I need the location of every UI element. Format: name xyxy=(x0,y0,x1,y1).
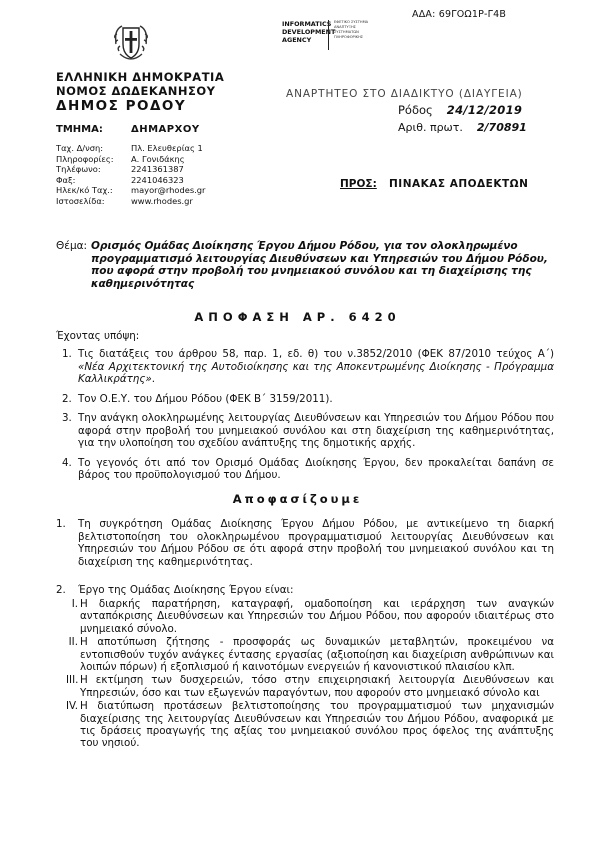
contact-row xyxy=(56,154,205,165)
contact-value: 2241361387 xyxy=(131,164,184,175)
contact-row xyxy=(56,175,205,186)
list-item xyxy=(56,584,554,597)
task-text: Η διατύπωση προτάσεων βελτιστοποίησης του προγραμματισμού των μηχανισμών διαχείρισης της λειτουργίας Διευθύνσεων και Υπηρεσιών του Δήμου Ρόδου, αναφορικά με τις δράσεις προαγωγής της αξίας του μνημειακού συνόλου προς όφελος της ανάπτυξης του νησιού. xyxy=(80,700,554,750)
department-value: ΔΗΜΑΡΧΟΥ xyxy=(131,124,200,135)
logo-line: DEVELOPMENT xyxy=(282,28,336,36)
task-item xyxy=(66,598,554,635)
contact-block xyxy=(56,143,205,207)
contact-key: Ιστοσελίδα: xyxy=(56,195,105,206)
item-number: 4. xyxy=(62,456,72,469)
task-text: Η εκτίμηση των δυσχερειών, τόσο στην επιχειρησιακή λειτουργία Διευθύνσεων και Υπηρεσιών, όσο και των εξωγενών παραγόντων, που αφορούν στο μνημειακό σύνολο και xyxy=(80,674,554,699)
considering-heading: Έχοντας υπόψη: xyxy=(56,330,140,342)
logo-small-line: ΑΝΑΠΤΥΞΗΣ xyxy=(334,25,356,30)
contact-value: Πλ. Ελευθερίας 1 xyxy=(131,143,203,153)
contact-key: Ταχ. Δ/νση: xyxy=(56,143,104,153)
contact-row xyxy=(56,196,205,207)
item-text: Έργο της Ομάδας Διοίκησης Έργου είναι: xyxy=(78,584,294,596)
contact-key: Ηλεκ/κό Ταχ.: xyxy=(56,185,113,196)
publication-notice: ΑΝΑΡΤΗΤΕΟ ΣΤΟ ΔΙΑΔΙΚΤΥΟ (ΔΙΑΥΓΕΙΑ) xyxy=(286,88,523,100)
decision-item-1 xyxy=(56,518,554,568)
task-text: Η διαρκής παρατήρηση, καταγραφή, ομαδοποίηση και ιεράρχηση των αναγκών ανταπόκρισης Διευθύνσεων και Υπηρεσιών του Δήμου Ρόδου, που αφορούν ιδιαιτέρως στο μνημειακό σύνολο. xyxy=(80,598,554,635)
prefecture-line: ΝΟΜΟΣ ΔΩΔΕΚΑΝΗΣΟΥ xyxy=(56,84,216,98)
contact-key: Φαξ: xyxy=(56,174,76,185)
task-item xyxy=(66,700,554,750)
recipients-value: ΠΙΝΑΚΑΣ ΑΠΟΔΕΚΤΩΝ xyxy=(389,178,529,190)
logo-small-line: ΣΥΣΤΗΜΑΤΩΝ xyxy=(334,30,359,35)
item-text: Την ανάγκη ολοκληρωμένης λειτουργίας Διευθύνσεων και Υπηρεσιών του Δήμου Ρόδου που αφορά στην προβολή του μνημειακού συνόλου και στη διαχείριση της καθημερινότητας, για την υλοποίηση του σχεδίου ανάπτυξης της δημοτικής αρχής. xyxy=(78,412,554,449)
country-line: ΕΛΛΗΝΙΚΗ ΔΗΜΟΚΡΑΤΙΑ xyxy=(56,70,225,84)
considerations-list xyxy=(62,348,554,489)
informatics-agency-logo xyxy=(282,20,402,52)
contact-value: Α. Γονιδάκης xyxy=(131,153,185,164)
item-text: Τη συγκρότηση Ομάδας Διοίκησης Έργου Δήμου Ρόδου, με αντικείμενο τη διαρκή βελτιστοποίηση του ολοκληρωμένου προγραμματισμού λειτουργίας Διευθύνσεων και Υπηρεσιών του Δήμου Ρόδου σε ότι αφορά στην προβολή του μνημειακού συνόλου και τη διαχείριση της καθημερινότητας. xyxy=(78,518,554,568)
logo-small-line: ΕΦΕΤΙΚΟ ΣΥΣΤΗΜΑ xyxy=(334,20,369,24)
task-number: I. xyxy=(71,598,78,610)
list-item xyxy=(62,348,554,386)
tasks-list xyxy=(66,598,554,751)
item-number: 1. xyxy=(56,518,66,530)
task-item xyxy=(66,674,554,699)
contact-value: 2241046323 xyxy=(131,174,184,185)
greek-coat-of-arms-icon xyxy=(112,20,150,64)
item-text-end: . xyxy=(151,373,156,385)
place-date xyxy=(398,103,522,117)
protocol-label: Αριθ. πρωτ. xyxy=(398,121,463,134)
ada-code: ΑΔΑ: 69ΓΟΩ1Ρ-Γ4Β xyxy=(412,9,507,20)
logo-line: INFORMATICS xyxy=(282,20,332,28)
item-number: 3. xyxy=(62,412,72,424)
recipients-label: ΠΡΟΣ: xyxy=(340,178,377,190)
item-number: 2. xyxy=(56,584,66,596)
item-number: 1. xyxy=(62,348,72,360)
date: 24/12/2019 xyxy=(446,103,523,117)
task-item xyxy=(66,636,554,673)
logo-small-line: ΠΛΗΡΟΦΟΡΙΚΗΣ xyxy=(334,35,364,40)
country-header xyxy=(56,70,224,98)
subject-text: Ορισμός Ομάδας Διοίκησης Έργου Δήμου Ρόδου, για τον ολοκληρωμένο προγραμματισμό λειτουργίας Διευθύνσεων και Υπηρεσιών του Δήμου Ρόδου, που αφορά στην προβολή του μνημειακού συνόλου και τη διαχείρισης της καθημερινότητας xyxy=(91,240,548,290)
contact-row xyxy=(56,164,205,175)
task-number: III. xyxy=(66,674,79,687)
place: Ρόδος xyxy=(398,103,433,117)
list-item xyxy=(62,412,554,450)
contact-key: Πληροφορίες: xyxy=(56,153,114,164)
contact-email[interactable]: mayor@rhodes.gr xyxy=(131,185,206,196)
contact-key: Τηλέφωνο: xyxy=(56,164,101,175)
task-number: IV. xyxy=(66,700,79,713)
decision-title: ΑΠΟΦΑΣΗ ΑΡ. 6420 xyxy=(194,310,401,324)
item-text-italic: «Νέα Αρχιτεκτονική της Αυτοδιοίκησης και της Αποκεντρωμένης Διοίκησης - Πρόγραμμα Καλλικράτης» xyxy=(78,360,554,385)
department-label: ΤΜΗΜΑ: xyxy=(56,124,103,135)
list-item xyxy=(56,518,554,568)
item-text: Τις διατάξεις του άρθρου 58, παρ. 1, εδ. θ) του ν.3852/2010 (ΦΕΚ 87/2010 τεύχος Α΄) xyxy=(78,348,554,360)
list-item xyxy=(62,457,554,482)
decision-item-2 xyxy=(56,584,554,597)
task-text: Η αποτύπωση ζήτησης - προσφοράς ως δυναμικών μεταβλητών, προκειμένου να εντοπισθούν τυχόν ανάγκες έντασης εργασίας (αξιοποίηση και διαχείριση ανθρώπινων και λοιπών πόρων) ή εξοπλισμού ή καινοτόμων ενεργειών ή κανονιστικού πλαισίου κλπ. xyxy=(80,636,554,674)
contact-website[interactable]: www.rhodes.gr xyxy=(131,195,193,206)
we-decide-heading: Αποφασίζουμε xyxy=(232,492,363,506)
municipality-title: ΔΗΜΟΣ ΡΟΔΟΥ xyxy=(56,98,187,114)
contact-row xyxy=(56,185,205,196)
contact-row xyxy=(56,143,205,154)
item-text: Το γεγονός ότι από τον Ορισμό Ομάδας Διοίκησης Έργου, δεν προκαλείται δαπάνη σε βάρος του προϋπολογισμού του Δήμου. xyxy=(78,456,554,481)
item-number: 2. xyxy=(62,392,72,405)
protocol-number xyxy=(398,121,527,134)
item-text: Τον Ο.Ε.Υ. του Δήμου Ρόδου (ΦΕΚ Β΄ 3159/2011). xyxy=(78,392,333,405)
logo-line: AGENCY xyxy=(282,36,312,44)
logo-divider xyxy=(328,20,331,50)
list-item xyxy=(62,393,554,406)
subject-label: Θέμα: xyxy=(56,240,88,252)
task-number: II. xyxy=(68,636,78,649)
protocol-value: 2/70891 xyxy=(476,121,527,134)
